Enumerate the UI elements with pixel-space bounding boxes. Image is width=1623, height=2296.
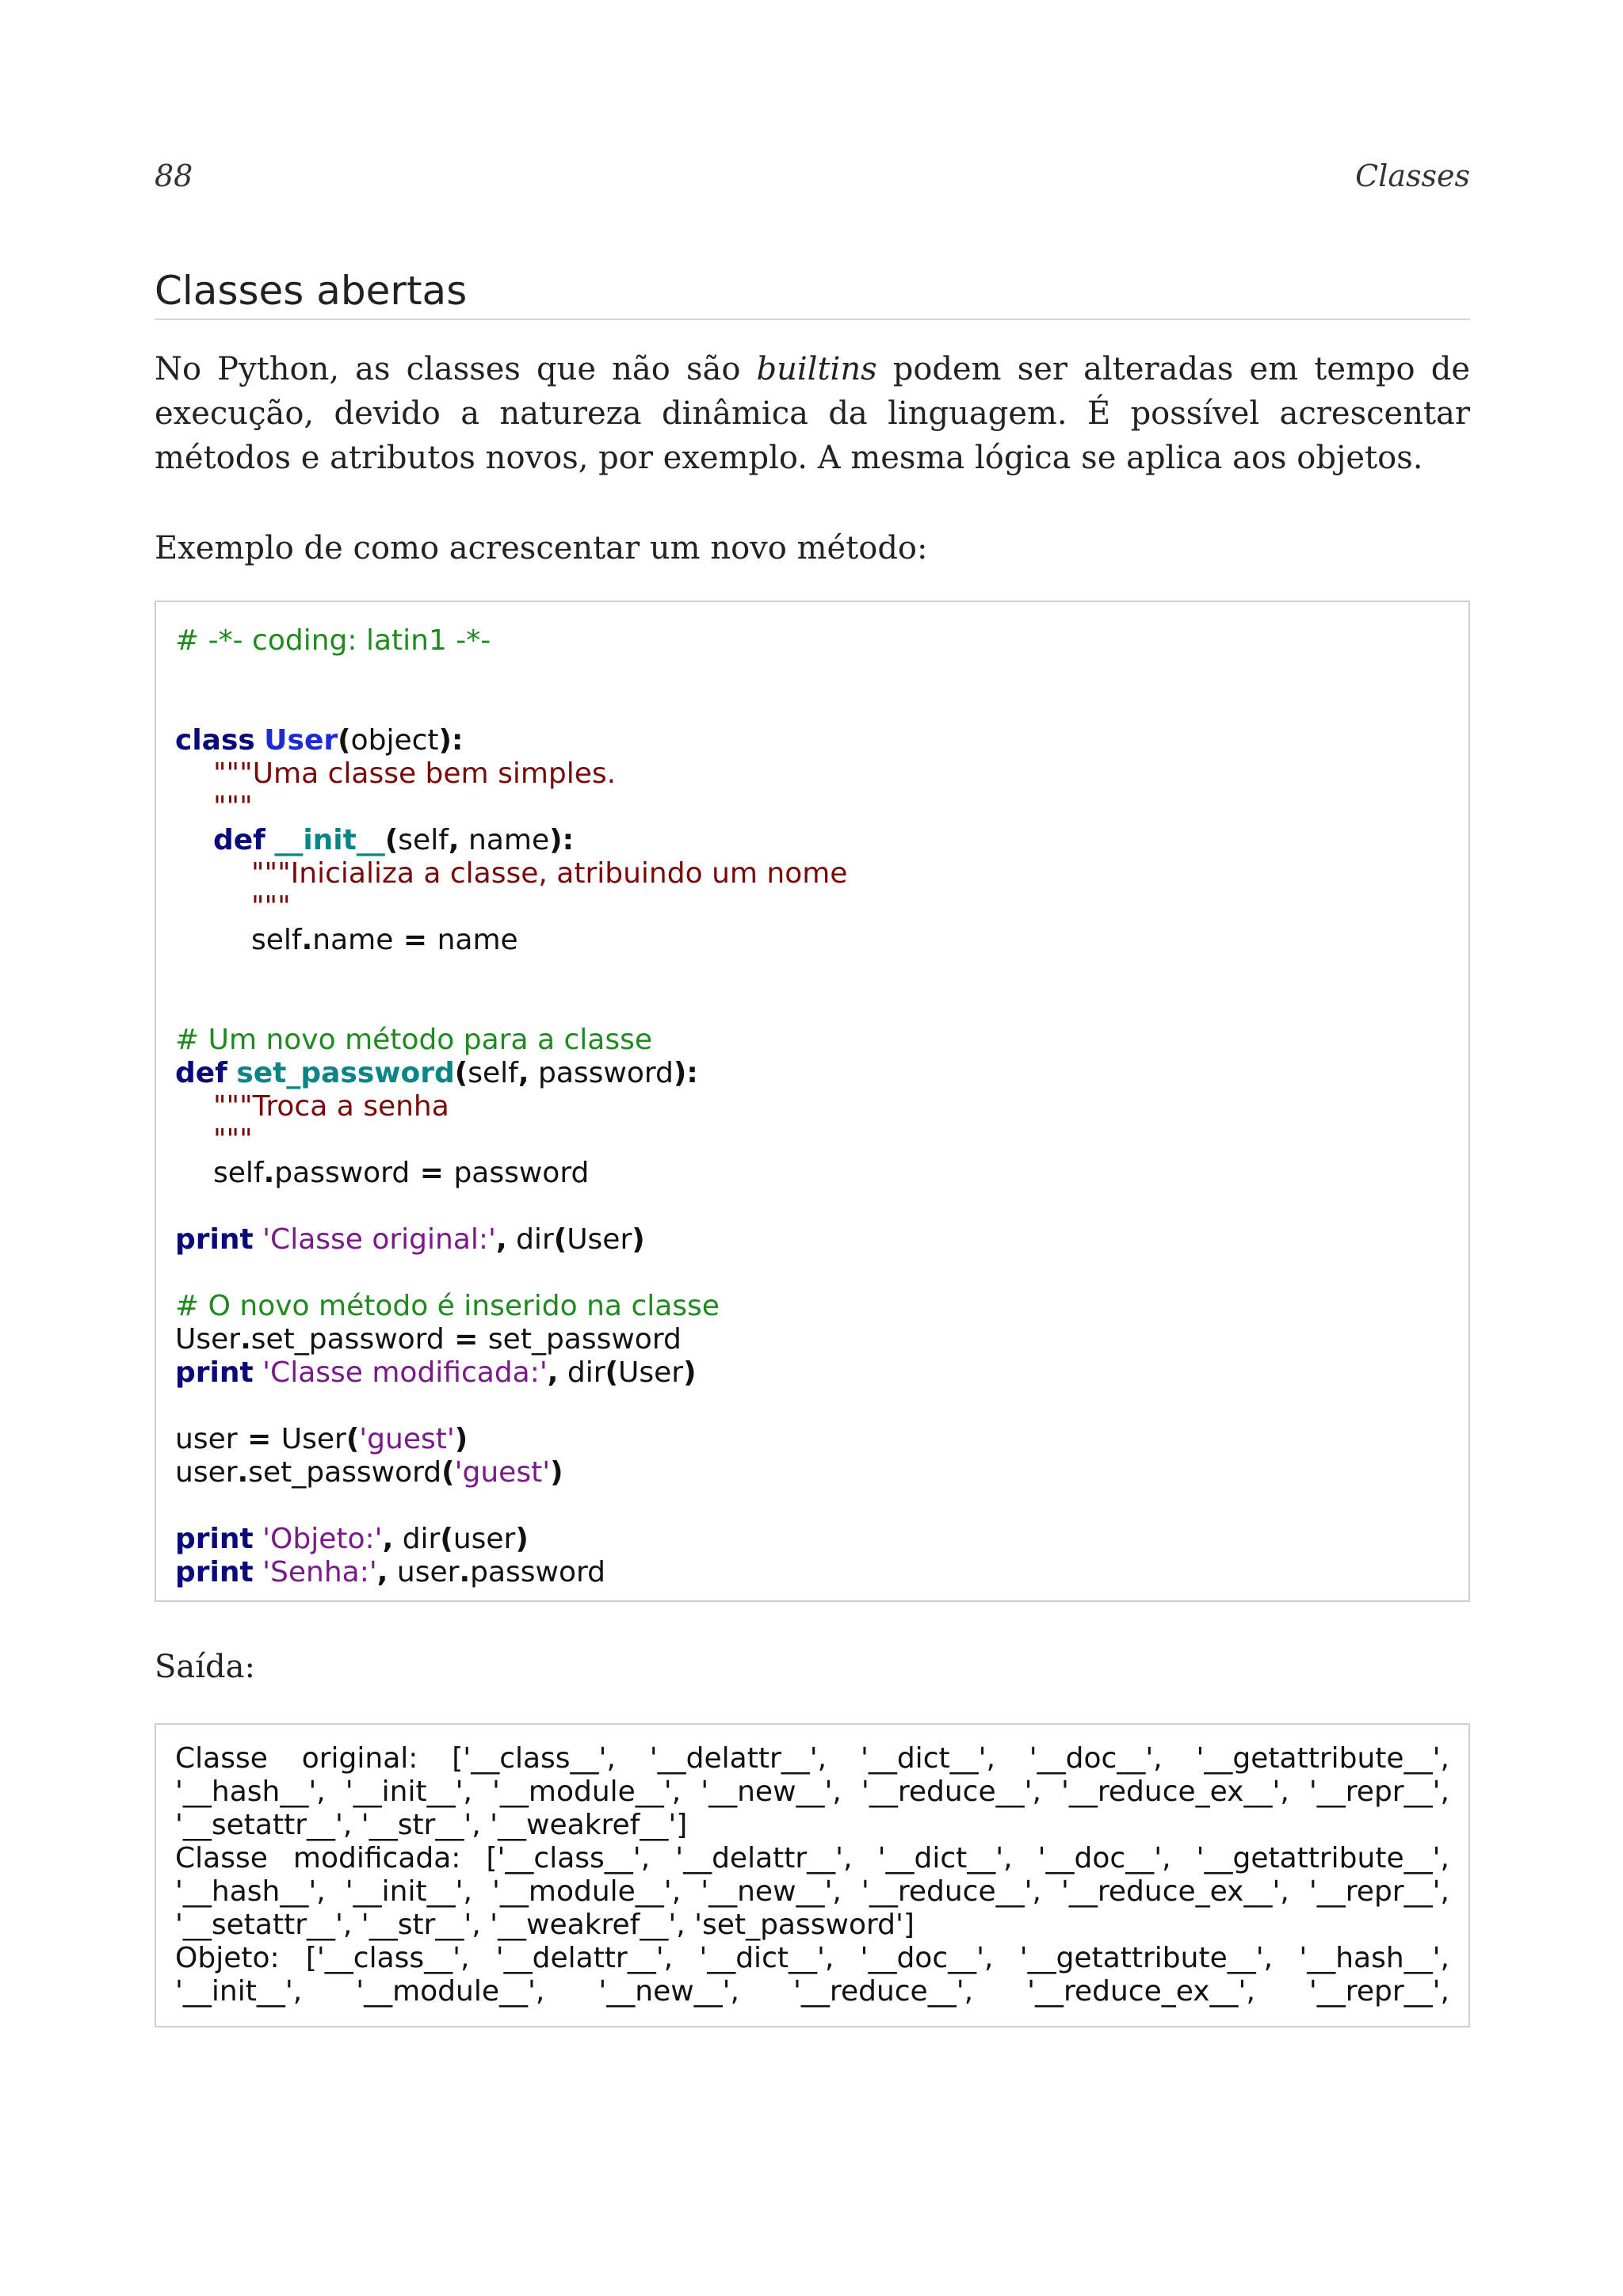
code-identifier: self <box>468 1057 518 1089</box>
code-keyword: class <box>175 724 255 757</box>
output-token: '__new__', <box>701 1875 842 1908</box>
output-listing <box>155 1723 1470 2027</box>
code-line <box>175 1323 1449 1356</box>
output-token: '__repr__', <box>1308 1775 1449 1808</box>
output-token: Objeto: <box>175 1942 280 1974</box>
code-identifier: user <box>175 1456 238 1489</box>
code-line <box>175 724 1449 757</box>
code-string: 'guest' <box>454 1456 551 1489</box>
code-operator: , <box>448 824 460 856</box>
code-line <box>175 1290 1449 1323</box>
code-operator: . <box>301 924 313 956</box>
code-keyword: print <box>175 1556 254 1589</box>
output-token: '__init__', <box>175 1975 303 2008</box>
code-keyword: print <box>175 1356 254 1389</box>
output-line <box>175 1942 1449 1975</box>
code-docstring: """ <box>251 891 291 923</box>
code-operator: ) <box>683 1356 697 1389</box>
code-docstring: """Troca a senha <box>213 1090 449 1123</box>
code-identifier: self <box>213 1157 264 1189</box>
output-token: '__new__', <box>701 1775 842 1808</box>
code-string: 'Classe modificada:' <box>262 1356 548 1389</box>
chapter-title: Classes <box>1355 158 1470 193</box>
output-token: '__getattribute__', <box>1196 1742 1449 1775</box>
code-line <box>175 1423 1449 1456</box>
code-operator: ( <box>605 1356 619 1389</box>
code-operator: ( <box>384 824 399 856</box>
code-operator: ): <box>673 1057 698 1089</box>
running-head <box>155 158 1470 193</box>
output-token: '__dict__', <box>860 1742 995 1775</box>
code-operator: ( <box>553 1223 567 1256</box>
output-token: Classe <box>175 1842 268 1875</box>
code-line <box>175 891 1449 924</box>
output-token: modificada: <box>292 1842 461 1875</box>
code-identifier: dir <box>558 1356 605 1389</box>
output-token: '__hash__', <box>175 1775 326 1808</box>
output-token: '__doc__', <box>1037 1842 1171 1875</box>
code-identifier: self <box>251 924 302 956</box>
code-operator: ) <box>550 1456 563 1489</box>
code-line <box>175 1523 1449 1556</box>
code-operator: ( <box>440 1523 453 1555</box>
intro-text-start: No Python, as classes que não são <box>155 351 757 387</box>
code-identifier: set_password <box>250 1323 445 1356</box>
output-line <box>175 1909 1449 1942</box>
intro-text-end: podem ser alteradas em tempo de execução, devido a natureza dinâmica da linguagem. É possível acrescentar métodos e atributos novos, por exemplo. A mesma lógica se aplica aos objetos. <box>155 351 1470 476</box>
code-comment: # -*- coding: latin1 -*- <box>175 624 491 657</box>
output-token: ['__class__', <box>486 1842 651 1875</box>
output-token: '__repr__', <box>1308 1975 1449 2008</box>
code-string: 'guest' <box>359 1423 455 1455</box>
code-operator: , <box>517 1057 529 1089</box>
code-identifier: object <box>350 724 439 757</box>
code-class-name: User <box>264 724 338 757</box>
code-line <box>175 1356 1449 1390</box>
code-identifier: set_password <box>487 1323 682 1356</box>
output-token: '__module__', <box>491 1775 682 1808</box>
code-docstring: """ <box>213 791 253 823</box>
code-operator: ) <box>454 1423 468 1455</box>
code-function-name: set_password <box>236 1057 455 1089</box>
output-token: original: <box>301 1742 418 1775</box>
code-identifier: name <box>459 824 550 856</box>
code-identifier: password <box>453 1157 590 1189</box>
output-token: '__init__', <box>345 1875 472 1908</box>
code-identifier: User <box>281 1423 346 1455</box>
code-line <box>175 791 1449 824</box>
code-comment: # O novo método é inserido na classe <box>175 1290 720 1322</box>
code-operator: , <box>495 1223 507 1256</box>
code-operator: , <box>376 1556 388 1589</box>
code-line <box>175 624 1449 658</box>
code-docstring: """ <box>213 1123 253 1156</box>
code-line <box>175 824 1449 857</box>
output-token: ['__class__', <box>452 1742 616 1775</box>
output-line <box>175 1809 1449 1842</box>
code-identifier: dir <box>393 1523 441 1555</box>
intro-emphasis: builtins <box>756 351 877 387</box>
output-token: '__getattribute__', <box>1019 1942 1274 1974</box>
code-identifier: User <box>175 1323 241 1356</box>
code-keyword: print <box>175 1523 254 1555</box>
output-token: '__hash__', <box>1299 1942 1449 1974</box>
output-token: '__hash__', <box>175 1875 326 1908</box>
code-line <box>175 1223 1449 1257</box>
code-line <box>175 1556 1449 1589</box>
output-label: Saída: <box>155 1649 255 1685</box>
code-function-name: __init__ <box>274 824 385 856</box>
code-identifier: password <box>470 1556 606 1589</box>
output-token: '__module__', <box>356 1975 545 2008</box>
output-token: '__doc__', <box>1029 1742 1163 1775</box>
code-identifier: user <box>175 1423 238 1455</box>
code-operator: = <box>444 1323 488 1356</box>
output-token: '__dict__', <box>877 1842 1013 1875</box>
output-token: Classe <box>175 1742 268 1775</box>
output-line <box>175 1775 1449 1809</box>
code-operator: = <box>237 1423 281 1455</box>
code-operator: ( <box>441 1456 455 1489</box>
output-token: '__delattr__', <box>649 1742 827 1775</box>
output-token: '__reduce__', <box>861 1875 1041 1908</box>
output-token: '__new__', <box>598 1975 740 2008</box>
example-label: Exemplo de como acrescentar um novo método: <box>155 530 928 566</box>
code-identifier: set_password <box>248 1456 442 1489</box>
code-listing <box>155 601 1470 1602</box>
code-line <box>175 924 1449 957</box>
code-identifier: name <box>312 924 394 956</box>
code-identifier: user <box>388 1556 460 1589</box>
code-identifier: dir <box>506 1223 554 1256</box>
code-line <box>175 1456 1449 1489</box>
code-line <box>175 1123 1449 1157</box>
code-line <box>175 1157 1449 1190</box>
output-line <box>175 1842 1449 1875</box>
code-comment: # Um novo método para a classe <box>175 1024 652 1056</box>
code-string: 'Senha:' <box>262 1556 377 1589</box>
code-operator: = <box>410 1157 454 1189</box>
code-line <box>175 1090 1449 1123</box>
code-operator: . <box>240 1323 251 1356</box>
output-token: '__module__', <box>491 1875 682 1908</box>
output-token: '__init__', <box>345 1775 472 1808</box>
output-token: '__doc__', <box>860 1942 994 1974</box>
code-operator: ( <box>346 1423 360 1455</box>
section-title: Classes abertas <box>155 268 1470 320</box>
code-string: 'Objeto:' <box>262 1523 383 1555</box>
code-keyword: def <box>175 1057 227 1089</box>
output-line <box>175 1742 1449 1775</box>
output-token: '__repr__', <box>1308 1875 1449 1908</box>
code-operator: , <box>382 1523 394 1555</box>
code-identifier: User <box>618 1356 684 1389</box>
code-keyword: print <box>175 1223 254 1256</box>
output-token: '__dict__', <box>699 1942 834 1974</box>
code-docstring: """Uma classe bem simples. <box>213 757 617 790</box>
output-token: '__reduce__', <box>793 1975 974 2008</box>
output-token: ['__class__', <box>305 1942 470 1974</box>
intro-paragraph <box>155 347 1470 480</box>
code-identifier: user <box>453 1523 516 1555</box>
output-token: '__getattribute__', <box>1196 1842 1449 1875</box>
output-token: '__delattr__', <box>495 1942 674 1974</box>
code-line <box>175 757 1449 791</box>
code-identifier: self <box>398 824 449 856</box>
output-token: '__reduce_ex__', <box>1027 1975 1255 2008</box>
page-number: 88 <box>155 158 193 193</box>
code-operator: ) <box>632 1223 645 1256</box>
output-token: '__setattr__', '__str__', '__weakref__'] <box>175 1809 688 1841</box>
code-operator: ( <box>338 724 351 757</box>
code-operator: = <box>393 924 437 956</box>
code-identifier: password <box>529 1057 674 1089</box>
code-operator: ( <box>454 1057 468 1089</box>
code-docstring: """Inicializa a classe, atribuindo um nome <box>251 857 848 890</box>
code-line <box>175 1024 1449 1057</box>
code-line <box>175 1057 1449 1090</box>
code-identifier: password <box>274 1157 411 1189</box>
code-operator: ): <box>438 724 464 757</box>
output-line <box>175 1975 1449 2008</box>
output-token: '__delattr__', <box>675 1842 853 1875</box>
code-keyword: def <box>213 824 265 856</box>
output-line <box>175 1875 1449 1909</box>
code-operator: . <box>459 1556 471 1589</box>
code-line <box>175 857 1449 891</box>
output-token: '__reduce_ex__', <box>1061 1875 1289 1908</box>
code-string: 'Classe original:' <box>262 1223 496 1256</box>
code-operator: . <box>263 1157 275 1189</box>
code-operator: ) <box>515 1523 529 1555</box>
output-token: '__reduce_ex__', <box>1061 1775 1289 1808</box>
code-operator: , <box>547 1356 559 1389</box>
code-identifier: User <box>567 1223 632 1256</box>
code-operator: ): <box>549 824 574 856</box>
code-operator: . <box>237 1456 249 1489</box>
code-identifier: name <box>437 924 518 956</box>
output-token: '__reduce__', <box>861 1775 1041 1808</box>
output-token: '__setattr__', '__str__', '__weakref__', 'set_password'] <box>175 1909 915 1941</box>
